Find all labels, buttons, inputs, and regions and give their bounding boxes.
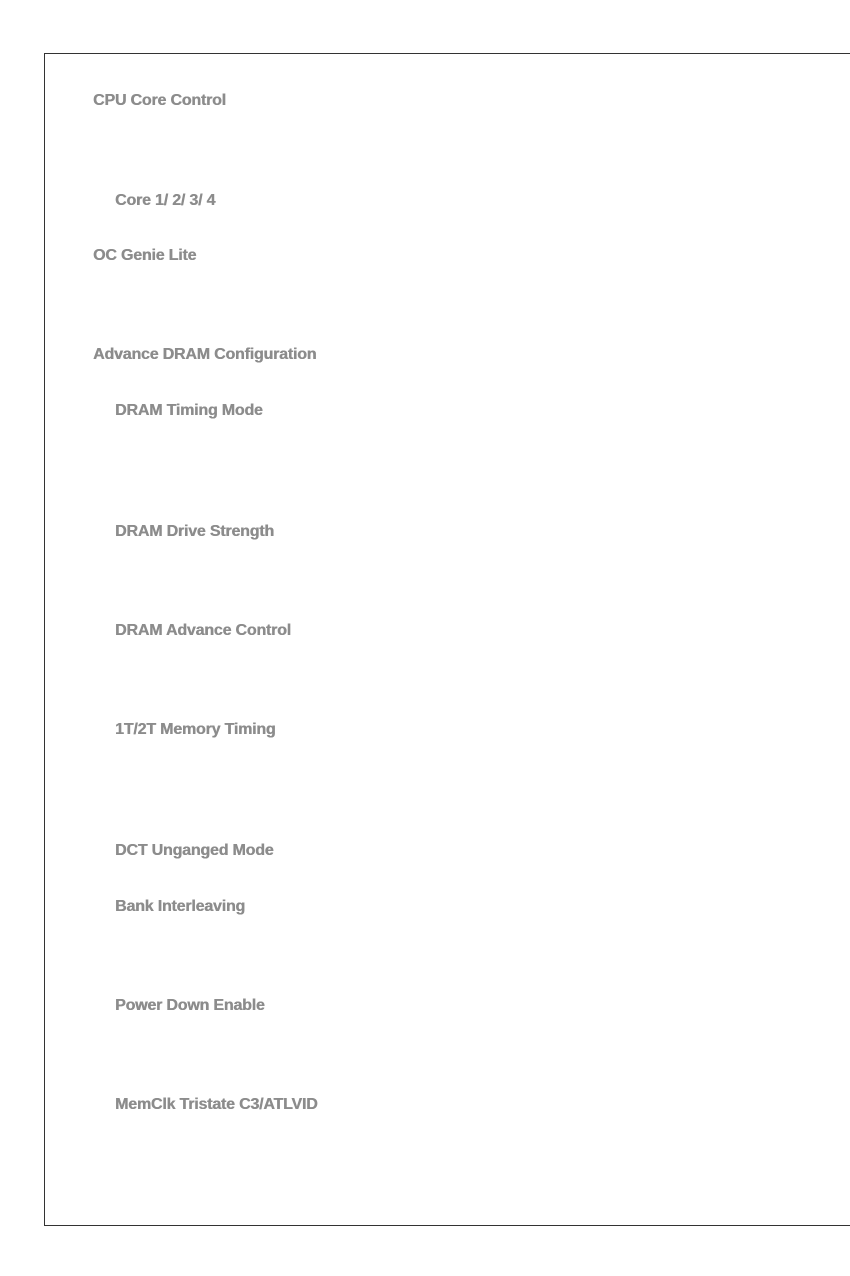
memclk-tristate-heading: MemClk Tristate C3/ATLVID [115, 1096, 318, 1113]
core-select-heading: Core 1/ 2/ 3/ 4 [115, 192, 216, 209]
advance-dram-configuration-heading: Advance DRAM Configuration [93, 346, 317, 363]
bank-interleaving-heading: Bank Interleaving [115, 898, 245, 915]
power-down-enable-heading: Power Down Enable [115, 997, 265, 1014]
dram-advance-control-heading: DRAM Advance Control [115, 622, 291, 639]
cpu-core-control-heading: CPU Core Control [93, 92, 226, 109]
oc-genie-lite-heading: OC Genie Lite [93, 247, 197, 264]
dram-drive-strength-heading: DRAM Drive Strength [115, 523, 274, 540]
dct-unganged-mode-heading: DCT Unganged Mode [115, 842, 274, 859]
memory-timing-heading: 1T/2T Memory Timing [115, 721, 276, 738]
dram-timing-mode-heading: DRAM Timing Mode [115, 402, 263, 419]
